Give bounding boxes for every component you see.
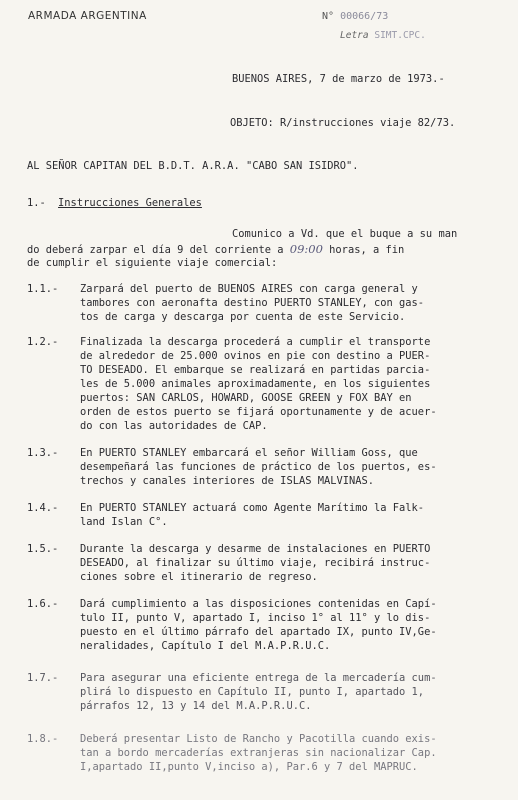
item-1-8-line: tan a bordo mercaderías extranjeras sin nacionalizar Cap. <box>80 747 437 759</box>
item-1-5-line: DESEADO, al finalizar su último viaje, recibirá instruc- <box>80 557 431 569</box>
item-1-2-line: TO DESEADO. El embarque se realizará en partidas parcia- <box>80 364 431 376</box>
item-1-3-number: 1.3.- <box>27 447 59 459</box>
section-heading <box>27 197 202 210</box>
item-1-1-line: Zarpará del puerto de BUENOS AIRES con carga general y <box>80 283 418 295</box>
section-number: 1.- <box>27 197 46 209</box>
letra-label: Letra <box>340 30 369 41</box>
item-1-7-line: plirá lo dispuesto en Capítulo II, punto I, apartado 1, <box>80 686 425 698</box>
item-1-8-line: I,apartado II,punto V,inciso a), Par.6 y 7 del MAPRUC. <box>80 761 418 773</box>
item-1-8-number: 1.8.- <box>27 733 59 745</box>
intro-line-2 <box>27 243 404 257</box>
item-1-3-line: En PUERTO STANLEY embarcará el señor William Goss, que <box>80 447 418 459</box>
document-number <box>322 10 388 23</box>
item-1-1-number: 1.1.- <box>27 283 59 295</box>
intro-line-2-text: do deberá zarpar el día 9 del corriente a <box>27 244 284 256</box>
item-1-2-line: les de 5.000 animales aproximadamente, en los siguientes <box>80 378 431 390</box>
handwritten-time: 09:00 <box>289 242 323 256</box>
number-label: N° <box>322 11 335 22</box>
item-1-3-line: trechos y canales interiores de ISLAS MALVINAS. <box>80 475 375 487</box>
item-1-4-line: En PUERTO STANLEY actuará como Agente Marítimo la Falk- <box>80 502 425 514</box>
letra-value: SIMT.CPC. <box>374 30 426 41</box>
item-1-6-line: tulo II, punto V, apartado I, inciso 1° al 11° y lo dis- <box>80 612 431 624</box>
item-1-6-line: puesto en el último párrafo del apartado IX, punto IV,Ge- <box>80 626 437 638</box>
item-1-7-line: Para asegurar una eficiente entrega de la mercadería cum- <box>80 672 437 684</box>
item-1-7-line: párrafos 12, 13 y 14 del M.A.P.R.U.C. <box>80 700 312 712</box>
letra-line <box>340 29 426 42</box>
intro-line-1: Comunico a Vd. que el buque a su man <box>232 228 458 240</box>
item-1-5-line: Durante la descarga y desarme de instalaciones en PUERTO <box>80 543 431 555</box>
item-1-2-line: de alrededor de 25.000 ovinos en pie con destino a PUER- <box>80 350 431 362</box>
organization-header: ARMADA ARGENTINA <box>28 10 147 22</box>
intro-line-2-end: horas, a fin <box>329 244 405 256</box>
item-1-5-number: 1.5.- <box>27 543 59 555</box>
item-1-1-line: tambores con aeronafta destino PUERTO STANLEY, con gas- <box>80 297 425 309</box>
addressee-line: AL SEÑOR CAPITAN DEL B.D.T. A.R.A. "CABO SAN ISIDRO". <box>27 160 359 172</box>
item-1-2-line: puertos: SAN CARLOS, HOWARD, GOOSE GREEN y FOX BAY en <box>80 392 412 404</box>
item-1-7-number: 1.7.- <box>27 672 59 684</box>
item-1-2-line: orden de estos puerto se fijará oportunamente y de acuer- <box>80 406 437 418</box>
item-1-1-line: tos de carga y descarga por cuenta de este Servicio. <box>80 311 406 323</box>
item-1-4-number: 1.4.- <box>27 502 59 514</box>
subject-line: OBJETO: R/instrucciones viaje 82/73. <box>230 117 456 129</box>
item-1-6-line: neralidades, Capítulo I del M.A.P.R.U.C. <box>80 640 331 652</box>
item-1-6-line: Dará cumplimiento a las disposiciones contenidas en Capí- <box>80 598 437 610</box>
item-1-2-line: do con las autoridades de CAP. <box>80 420 268 432</box>
item-1-4-line: land Islan C°. <box>80 516 168 528</box>
item-1-3-line: desempeñará las funciones de práctico de los puertos, es- <box>80 461 437 473</box>
item-1-2-line: Finalizada la descarga procederá a cumplir el transporte <box>80 336 431 348</box>
intro-line-3: de cumplir el siguiente viaje comercial: <box>27 257 278 269</box>
item-1-6-number: 1.6.- <box>27 598 59 610</box>
number-value: 00066/73 <box>340 11 389 22</box>
section-title: Instrucciones Generales <box>58 197 202 209</box>
item-1-2-number: 1.2.- <box>27 336 59 348</box>
item-1-8-line: Deberá presentar Listo de Rancho y Pacotilla cuando exis- <box>80 733 437 745</box>
date-line: BUENOS AIRES, 7 de marzo de 1973.- <box>232 73 445 85</box>
item-1-5-line: ciones sobre el itinerario de regreso. <box>80 571 318 583</box>
